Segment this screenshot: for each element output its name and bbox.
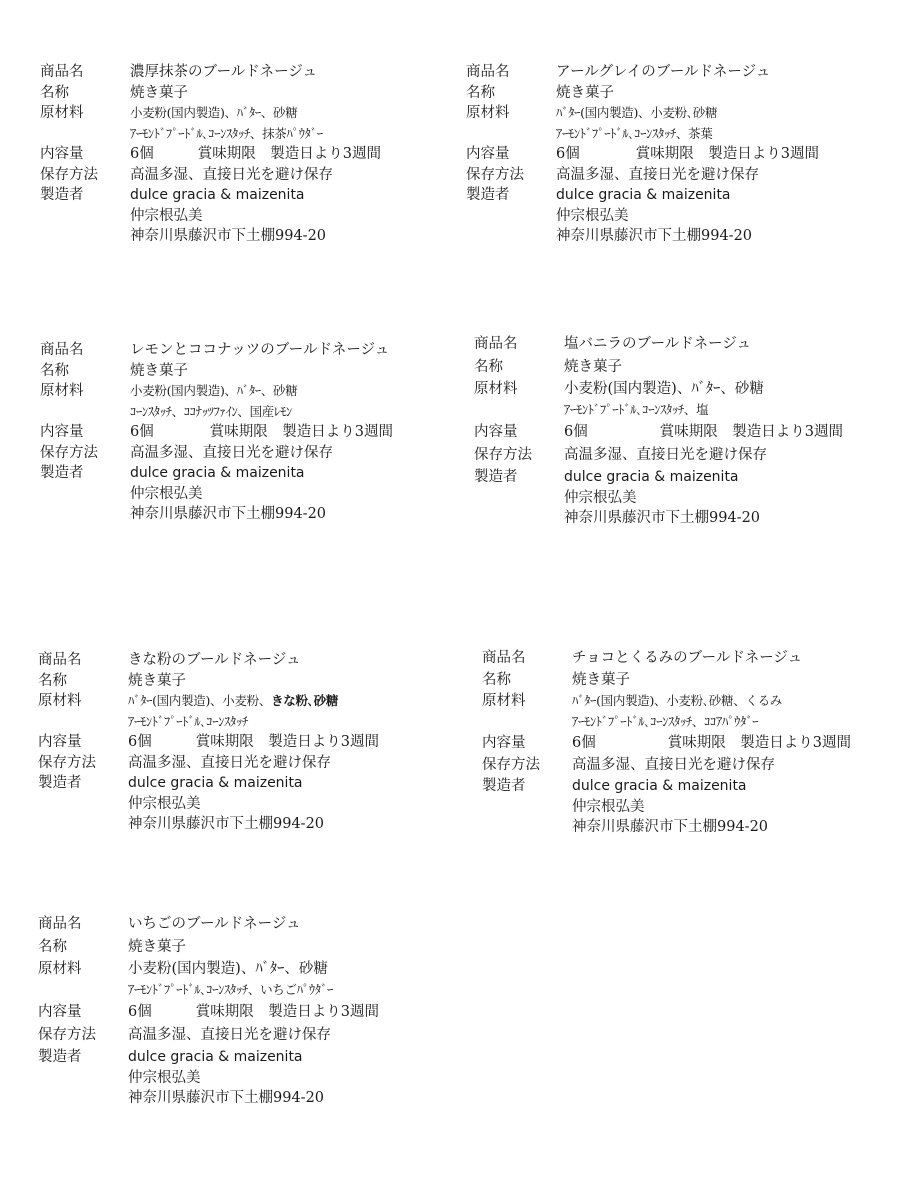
ingredients-key: 原材料: [466, 105, 510, 121]
expiry: 賞味期限 製造日より3週間: [195, 734, 379, 750]
storage-value: 高温多湿、直接日光を避け保存: [128, 754, 331, 771]
expiry: 賞味期限 製造日より3週間: [195, 1004, 379, 1020]
product-name-value: チョコとくるみのブールドネージュ: [572, 650, 803, 666]
maker-key: 製造者: [482, 778, 526, 794]
storage-key: 保存方法: [38, 1026, 96, 1043]
storage-key: 保存方法: [38, 754, 96, 771]
name-value: 焼き菓子: [128, 672, 186, 689]
product-name-key: 商品名: [466, 64, 510, 80]
product-name-value: 塩バニラのブールドネージュ: [564, 336, 752, 352]
name-value: 焼き菓子: [128, 938, 186, 955]
content-value: [564, 422, 843, 443]
content-value: [128, 732, 379, 753]
ingredients-line-2: ｱｰﾓﾝﾄﾞﾌﾟｰﾄﾞﾙ､ｺｰﾝｽﾀｯﾁ、抹茶ﾊﾟｳﾀﾞｰ: [130, 125, 323, 141]
product-label-choco-walnut: [482, 648, 851, 838]
expiry: 賞味期限 製造日より3週間: [209, 424, 393, 440]
product-label-salt-vanilla: [474, 334, 843, 529]
ingredients-line-2: ｺｰﾝｽﾀｯﾁ、ｺｺﾅｯﾂﾌｧｲﾝ、国産ﾚﾓﾝ: [130, 403, 292, 419]
ingredients-line-2: ｱｰﾓﾝﾄﾞﾌﾟｰﾄﾞﾙ､ｺｰﾝｽﾀｯﾁ、塩: [564, 401, 709, 417]
maker-address: 神奈川県藤沢市下土棚994-20: [128, 816, 325, 832]
maker-person: 仲宗根弘美: [130, 485, 203, 502]
name-value: 焼き菓子: [572, 671, 630, 688]
storage-key: 保存方法: [40, 444, 98, 461]
storage-key: 保存方法: [474, 446, 532, 463]
expiry: 賞味期限 製造日より3週間: [197, 146, 381, 162]
content-key: 内容量: [482, 735, 526, 751]
product-label-matcha: [40, 62, 381, 247]
product-name-key: 商品名: [40, 342, 84, 358]
storage-key: 保存方法: [466, 166, 524, 183]
storage-value: 高温多湿、直接日光を避け保存: [128, 1026, 331, 1043]
name-value: 焼き菓子: [130, 362, 188, 379]
storage-value: 高温多湿、直接日光を避け保存: [556, 166, 759, 183]
product-name-key: 商品名: [40, 64, 84, 80]
name-key: 名称: [466, 84, 495, 101]
maker-key: 製造者: [40, 187, 84, 203]
quantity: 6個: [130, 424, 154, 440]
ingredients-line-1: [128, 691, 338, 712]
ingredients-line-2: ｱｰﾓﾝﾄﾞﾌﾟｰﾄﾞﾙ､ｺｰﾝｽﾀｯﾁ: [128, 713, 248, 729]
maker-address: 神奈川県藤沢市下土棚994-20: [572, 819, 769, 835]
product-name-value: アールグレイのブールドネージュ: [556, 64, 771, 80]
maker-person: 仲宗根弘美: [564, 489, 637, 506]
ingredients-key: 原材料: [40, 383, 84, 399]
maker-key: 製造者: [466, 187, 510, 203]
content-key: 内容量: [466, 146, 510, 162]
ingredients-line-1: 小麦粉(国内製造)、ﾊﾞﾀｰ、砂糖: [564, 381, 764, 397]
name-value: 焼き菓子: [564, 358, 622, 375]
content-key: 内容量: [38, 1004, 82, 1020]
product-label-lemon-coconut: [40, 340, 393, 525]
storage-value: 高温多湿、直接日光を避け保存: [130, 166, 333, 183]
content-value: [130, 422, 393, 443]
product-name-value: きな粉のブールドネージュ: [128, 652, 301, 668]
product-name-value: 濃厚抹茶のブールドネージュ: [130, 64, 318, 80]
product-name-value: いちごのブールドネージュ: [128, 916, 301, 932]
name-key: 名称: [474, 358, 503, 375]
expiry: 賞味期限 製造日より3週間: [667, 735, 851, 751]
product-name-value: レモンとココナッツのブールドネージュ: [130, 342, 390, 358]
quantity: 6個: [556, 146, 580, 162]
quantity: 6個: [128, 734, 152, 750]
ingredients-line-2: ｱｰﾓﾝﾄﾞﾌﾟｰﾄﾞﾙ､ｺｰﾝｽﾀｯﾁ、いちごﾊﾟｳﾀﾞｰ: [128, 981, 334, 997]
name-key: 名称: [40, 84, 69, 101]
maker-company: dulce gracia & maizenita: [564, 469, 739, 485]
maker-company: dulce gracia & maizenita: [556, 187, 731, 203]
ingredients-line-2: ｱｰﾓﾝﾄﾞﾌﾟｰﾄﾞﾙ､ｺｰﾝｽﾀｯﾁ、ｺｺｱﾊﾟｳﾀﾞｰ: [572, 713, 759, 729]
maker-address: 神奈川県藤沢市下土棚994-20: [130, 506, 327, 522]
product-name-key: 商品名: [38, 916, 82, 932]
content-value: [556, 144, 819, 165]
maker-person: 仲宗根弘美: [128, 1069, 201, 1086]
maker-person: 仲宗根弘美: [572, 798, 645, 815]
content-key: 内容量: [474, 424, 518, 440]
name-key: 名称: [38, 672, 67, 689]
content-key: 内容量: [40, 146, 84, 162]
maker-key: 製造者: [38, 1049, 82, 1065]
storage-value: 高温多湿、直接日光を避け保存: [564, 446, 767, 463]
content-value: [128, 1002, 379, 1023]
product-label-kinako: [38, 650, 379, 835]
quantity: 6個: [572, 735, 596, 751]
content-value: [130, 144, 381, 165]
maker-company: dulce gracia & maizenita: [572, 778, 747, 794]
ingredients-line-1: 小麦粉(国内製造)、ﾊﾞﾀｰ、砂糖: [128, 961, 328, 977]
ingredients-line-1: ﾊﾞﾀｰ(国内製造)、小麦粉､砂糖、くるみ: [572, 693, 783, 708]
quantity: 6個: [130, 146, 154, 162]
ingredients-line-1-part-a: ﾊﾞﾀｰ(国内製造)、小麦粉、: [128, 693, 272, 708]
maker-address: 神奈川県藤沢市下土棚994-20: [564, 510, 761, 526]
storage-key: 保存方法: [40, 166, 98, 183]
ingredients-key: 原材料: [474, 381, 518, 397]
ingredients-key: 原材料: [38, 961, 82, 977]
maker-person: 仲宗根弘美: [556, 207, 629, 224]
ingredients-line-2: ｱｰﾓﾝﾄﾞﾌﾟｰﾄﾞﾙ､ｺｰﾝｽﾀｯﾁ、茶葉: [556, 125, 713, 141]
maker-company: dulce gracia & maizenita: [128, 775, 303, 791]
product-name-key: 商品名: [482, 650, 526, 666]
storage-key: 保存方法: [482, 756, 540, 773]
quantity: 6個: [128, 1004, 152, 1020]
ingredients-line-1: ﾊﾞﾀｰ(国内製造)、小麦粉､砂糖: [556, 105, 718, 120]
maker-person: 仲宗根弘美: [128, 795, 201, 812]
maker-company: dulce gracia & maizenita: [130, 187, 305, 203]
ingredients-line-1: 小麦粉(国内製造)、ﾊﾞﾀｰ、砂糖: [130, 105, 298, 120]
quantity: 6個: [564, 424, 588, 440]
expiry: 賞味期限 製造日より3週間: [659, 424, 843, 440]
ingredients-line-1: 小麦粉(国内製造)、ﾊﾞﾀｰ、砂糖: [130, 383, 298, 398]
maker-key: 製造者: [40, 465, 84, 481]
ingredients-key: 原材料: [482, 693, 526, 709]
ingredients-key: 原材料: [40, 105, 84, 121]
maker-company: dulce gracia & maizenita: [128, 1049, 303, 1065]
maker-key: 製造者: [38, 775, 82, 791]
ingredients-line-1-part-b: きな粉､砂糖: [271, 693, 339, 708]
expiry: 賞味期限 製造日より3週間: [635, 146, 819, 162]
maker-key: 製造者: [474, 469, 518, 485]
name-value: 焼き菓子: [130, 84, 188, 101]
maker-company: dulce gracia & maizenita: [130, 465, 305, 481]
maker-address: 神奈川県藤沢市下土棚994-20: [130, 228, 327, 244]
storage-value: 高温多湿、直接日光を避け保存: [572, 756, 775, 773]
product-name-key: 商品名: [474, 336, 518, 352]
maker-address: 神奈川県藤沢市下土棚994-20: [128, 1090, 325, 1106]
product-label-earlgrey: [466, 62, 819, 247]
storage-value: 高温多湿、直接日光を避け保存: [130, 444, 333, 461]
name-value: 焼き菓子: [556, 84, 614, 101]
name-key: 名称: [40, 362, 69, 379]
name-key: 名称: [38, 938, 67, 955]
maker-address: 神奈川県藤沢市下土棚994-20: [556, 228, 753, 244]
maker-person: 仲宗根弘美: [130, 207, 203, 224]
product-label-strawberry: [38, 914, 379, 1109]
content-key: 内容量: [38, 734, 82, 750]
product-name-key: 商品名: [38, 652, 82, 668]
name-key: 名称: [482, 671, 511, 688]
content-key: 内容量: [40, 424, 84, 440]
ingredients-key: 原材料: [38, 693, 82, 709]
content-value: [572, 733, 851, 754]
